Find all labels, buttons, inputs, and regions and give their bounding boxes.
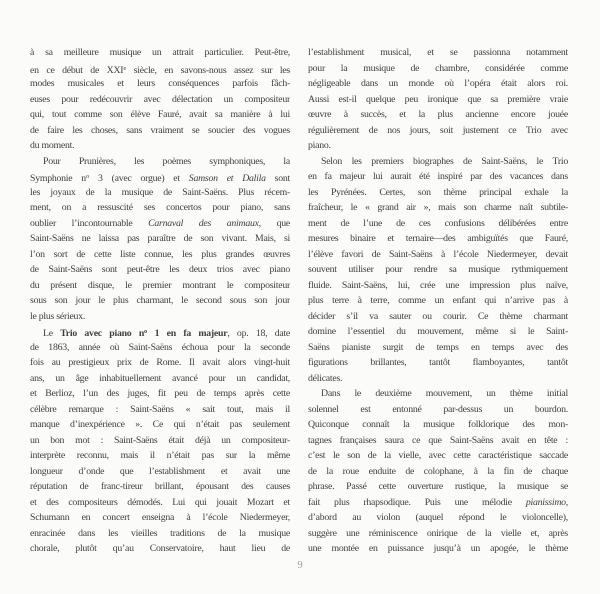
text-line: une montée en puissance jusqu’à un apogée, le thème [308,543,568,554]
text-line: œuvre à succès, et la plus ancienne encore jouée [308,109,568,120]
text-line: l’on sort de cette liste connue, les plus grandes œuvres [30,248,290,260]
text-line: célèbre remarque : Saint-Saëns « sait tout, mais il [30,403,290,415]
text-line: solennel est entonné par-dessus un bourdon. [308,403,568,415]
text-line: phrase. Passé cette ouverture rustique, la musique se [308,481,568,492]
text-line: les joyaux de la musique de Saint-Saëns. Plus récem- [30,186,290,198]
text-line: ment, on a ressuscité ses concertos pour piano, sans [30,202,290,213]
text-line: délicates. [308,372,343,384]
text-line: souvent utiliser pour rendre sa musique rythmiquement [308,264,568,275]
text-line: ment de l’une de ces confusions délibérées entre [308,217,568,229]
text-line: Saint-Saëns ne laissa pas paraître de son vivant. Mais, si [30,233,290,244]
text-line: manque d’inexpérience ». Ce qui n’était pas seulement [30,419,290,430]
text-line: ans, un âge inhabituellement avancé pour un candidat, [30,372,290,384]
text-line: en fa majeur lui aurait été inspiré par des vacances dans [308,171,568,182]
text-line: interprète reconnu, mais il n’était pas sur la même [30,450,290,461]
text-line: en ce début de XXIe siècle, en savons-nous assez sur les [30,64,290,76]
text-line: Symphonie $n^o$ 3 (avec orgue) et Samson et Dalila sont [30,173,290,185]
text-column-left [30,45,290,557]
text-line: Selon les premiers biographes de Saint-Saëns, le Trio [321,155,568,167]
text-line: de 1863, année où Saint-Saëns échoua pour la seconde [30,341,290,353]
text-line: euses pour redécouvrir avec délectation un compositeur [30,93,290,105]
text-line: Saëns pianiste surgit de temps en temps avec des [308,341,568,353]
text-line: l’establishment musical, et se passionna notamment [308,47,568,58]
text-line: les Pyrénées. Certes, son thème principal exhale la [308,186,568,198]
text-line: pour la musique de chambre, considérée comme [308,62,568,74]
text-line: du présent disque, le premier montrant le compositeur [30,279,290,291]
text-line: décider s’il va sauter ou courir. Ce thème charmant [308,310,568,322]
text-line: sous son jour le plus charmant, le second sous son jour [30,295,290,306]
text-line: tagnes françaises saura ce que Saint-Saëns avait en tête : [308,434,568,446]
text-line: à sa meilleure musique un attrait particulier. Peut-être, [30,47,290,58]
text-line: du moment. [30,140,75,151]
text-line: de faire les choses, sans vraiment se soucier des vogues [30,124,290,136]
text-line: d’abord au violon (auquel répond le violoncelle), [308,512,568,523]
text-line: enracinée dans les vieilles traditions de la musique [30,527,290,539]
text-line: Quiconque connaît la musique folklorique des mon- [308,419,568,430]
text-line: suggère une réminiscence onirique de la vielle et, après [308,527,568,539]
text-line: fluide. Saint-Saëns, lui, crée une impression plus naïve, [308,279,568,291]
text-line: négligeable dans un monde où l’opéra était alors roi. [308,78,568,89]
text-line: longueur d’onde que l’establishment et avait une [30,465,290,477]
text-line: et Berlioz, l’un des juges, fit peu de temps après cette [30,388,290,399]
text-column-right [308,45,568,557]
text-line: le plus sérieux. [30,310,86,322]
text-line: Le Trio avec piano $n^o$ 1 en fa majeur, op. 18, date [43,328,290,340]
text-line: de la roue enduite de colophane, à la fin de chaque [308,465,568,477]
text-line: fait plus rhapsodique. Puis une mélodie pianissimo, [308,496,568,508]
text-line: piano. [308,140,331,151]
text-line: qui, tout comme son élève Fauré, avait sa manière à lui [30,109,290,120]
text-line: et des compositeurs démodés. Lui qui jouait Mozart et [30,496,290,508]
text-line: Aussi est-il quelque peu ironique que sa première vraie [308,93,568,105]
text-line: c’est le son de la vielle, avec cette caractéristique saccade [308,450,568,461]
text-line: figurations brillantes, tantôt flamboyantes, tantôt [308,357,568,368]
text-line: fois au prestigieux prix de Rome. Il avait alors vingt-huit [30,357,290,368]
text-line: un bon mot : Saint-Saëns était déjà un compositeur- [30,434,290,446]
text-line: Dans le deuxième mouvement, un thème initial [321,388,568,399]
page-number: 9 [297,560,303,571]
text-line: domine l’essentiel du mouvement, même si le Saint- [308,326,568,337]
text-line: l’élève favori de Saint-Saëns à l’école Niedermeyer, devait [308,248,568,260]
text-line: mesures binaire et ternaire—des ambiguïtés que Fauré, [308,233,568,244]
text-line: de Saint-Saëns sont peut-être les deux trios avec piano [30,264,290,275]
text-line: fraîcheur, le « grand air », mais son charme naît subtile- [308,202,568,213]
text-line: réputation de franc-tireur brillant, épousant des causes [30,481,290,492]
text-line: modes musicales et leurs conséquences parfois fâch- [30,78,290,89]
text-line: oublier l’incontournable Carnaval des animaux, que [30,217,290,229]
text-line: Pour Prunières, les poèmes symphoniques, la [43,155,290,167]
text-line: chorale, plutôt qu’au Conservatoire, haut lieu de [30,543,290,554]
text-line: plus terre à terre, comme un enfant qui n’arrive pas à [308,295,568,306]
text-line: régulièrement de nos jours, soit justement ce Trio avec [308,124,568,136]
text-line: Schumann en concert enseigna à l’école Niedermeyer, [30,512,290,523]
